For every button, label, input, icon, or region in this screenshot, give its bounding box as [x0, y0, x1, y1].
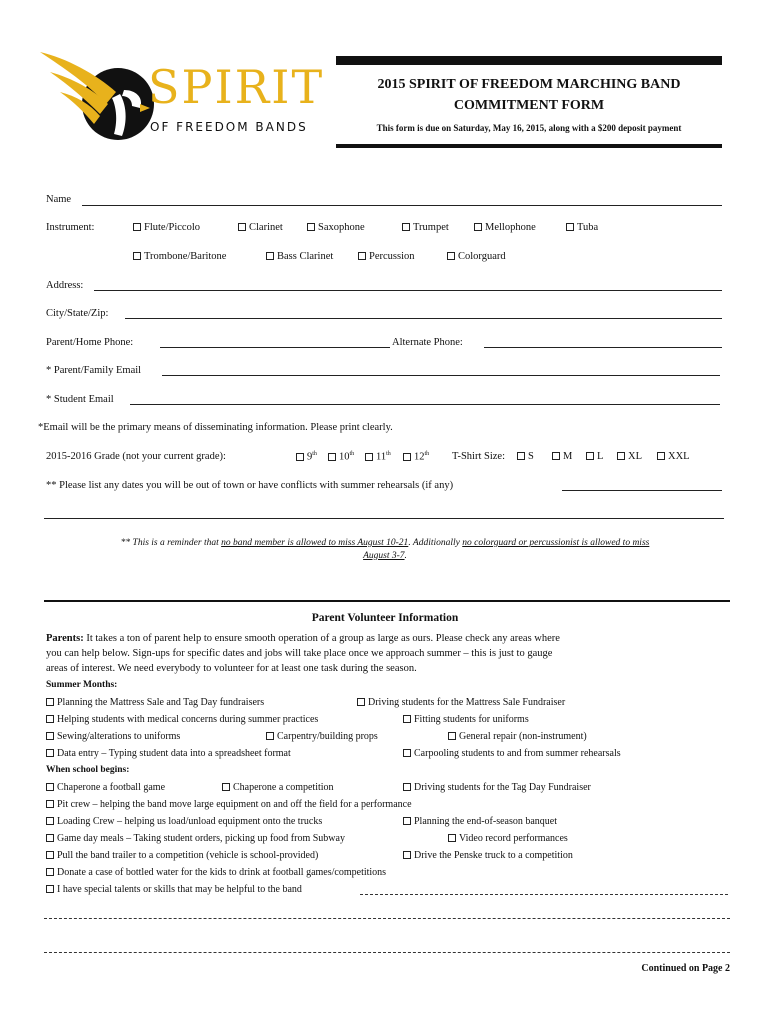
checkbox[interactable]: [46, 834, 54, 842]
checkbox[interactable]: [133, 223, 141, 231]
form-title-line1: 2015 SPIRIT OF FREEDOM MARCHING BAND: [377, 77, 681, 92]
checkbox[interactable]: [46, 868, 54, 876]
name-label: Name: [46, 194, 72, 205]
checkbox[interactable]: [403, 715, 411, 723]
volunteer-option[interactable]: Donate a case of bottled water for the kids to drink at football games/competitions: [46, 867, 386, 878]
checkbox[interactable]: [552, 452, 560, 460]
volunteer-option[interactable]: Chaperone a competition: [222, 782, 334, 793]
volunteer-option[interactable]: Pit crew – helping the band move large equipment on and off the field for a performance: [46, 799, 412, 810]
checkbox[interactable]: [448, 732, 456, 740]
volunteer-option[interactable]: Video record performances: [448, 833, 568, 844]
checkbox[interactable]: [307, 223, 315, 231]
shirt-option-s[interactable]: S: [517, 451, 534, 462]
volunteer-option[interactable]: Driving students for the Mattress Sale Fundraiser: [357, 697, 565, 708]
parent-phone-label: Parent/Home Phone:: [46, 337, 134, 348]
form-title-line2: COMMITMENT FORM: [453, 98, 605, 113]
continued-note: Continued on Page 2: [641, 963, 730, 974]
checkbox[interactable]: [238, 223, 246, 231]
checkbox[interactable]: [365, 453, 373, 461]
checkbox[interactable]: [448, 834, 456, 842]
grade-option-10[interactable]: 10th: [328, 451, 354, 463]
checkbox[interactable]: [46, 749, 54, 757]
shirt-label: T-Shirt Size:: [452, 451, 505, 462]
volunteer-option[interactable]: Game day meals – Taking student orders, picking up food from Subway: [46, 833, 345, 844]
volunteer-option[interactable]: Carpentry/building props: [266, 731, 378, 742]
instrument-option-saxophone[interactable]: Saxophone: [307, 222, 365, 233]
eagle-emblem-icon: [36, 44, 156, 144]
instrument-option-clarinet[interactable]: Clarinet: [238, 222, 283, 233]
city-field[interactable]: [125, 318, 722, 319]
volunteer-option[interactable]: Planning the Mattress Sale and Tag Day fundraisers: [46, 697, 264, 708]
checkbox[interactable]: [46, 698, 54, 706]
volunteer-option[interactable]: Sewing/alterations to uniforms: [46, 731, 180, 742]
volunteer-option[interactable]: Driving students for the Tag Day Fundraiser: [403, 782, 591, 793]
checkbox[interactable]: [403, 453, 411, 461]
volunteer-intro: Parents: It takes a ton of parent help to ensure smooth operation of a group as large as ours. Please check any areas where you can help below. Sign-ups for specific dates and jobs will take place once we approach summer – this is just to gauge areas of interest. We need everybody to volunteer for at least one task during the season.: [46, 633, 560, 674]
checkbox[interactable]: [46, 783, 54, 791]
alt-phone-field[interactable]: [484, 347, 722, 348]
city-label: City/State/Zip:: [46, 308, 109, 319]
conflicts-label: ** Please list any dates you will be out of town or have conflicts with summer rehearsals (if any): [46, 480, 454, 491]
school-heading: When school begins:: [46, 765, 130, 775]
parent-phone-field[interactable]: [160, 347, 390, 348]
checkbox[interactable]: [328, 453, 336, 461]
instrument-option-bass-clarinet[interactable]: Bass Clarinet: [266, 251, 333, 262]
instrument-option-flute[interactable]: Flute/Piccolo: [133, 222, 200, 233]
volunteer-heading: Parent Volunteer Information: [311, 612, 459, 624]
volunteer-option[interactable]: Loading Crew – helping us load/unload equipment onto the trucks: [46, 816, 322, 827]
checkbox[interactable]: [46, 885, 54, 893]
volunteer-option[interactable]: Planning the end-of-season banquet: [403, 816, 557, 827]
checkbox[interactable]: [657, 452, 665, 460]
special-skills-field-line2[interactable]: [44, 918, 730, 919]
volunteer-option[interactable]: Chaperone a football game: [46, 782, 165, 793]
checkbox[interactable]: [617, 452, 625, 460]
instrument-label: Instrument:: [46, 222, 95, 233]
checkbox[interactable]: [402, 223, 410, 231]
reminder-note: ** This is a reminder that no band member is allowed to miss August 10-21. Additionally no colorguard or percussionist is allowed to miss August 3-7.: [120, 538, 650, 561]
volunteer-option[interactable]: General repair (non-instrument): [448, 731, 587, 742]
checkbox[interactable]: [517, 452, 525, 460]
checkbox[interactable]: [222, 783, 230, 791]
checkbox[interactable]: [266, 252, 274, 260]
checkbox[interactable]: [403, 749, 411, 757]
volunteer-option[interactable]: Fitting students for uniforms: [403, 714, 529, 725]
section-divider: [44, 600, 730, 602]
volunteer-option[interactable]: Pull the band trailer to a competition (vehicle is school-provided): [46, 850, 318, 861]
grade-option-9[interactable]: 9th: [296, 451, 317, 463]
instrument-option-colorguard[interactable]: Colorguard: [447, 251, 506, 262]
email-note: *Email will be the primary means of disseminating information. Please print clearly.: [38, 422, 393, 433]
logo: [36, 44, 326, 144]
special-skills-field-line3[interactable]: [44, 952, 730, 953]
instrument-option-mellophone[interactable]: Mellophone: [474, 222, 536, 233]
alt-phone-label: Alternate Phone:: [392, 337, 463, 348]
checkbox[interactable]: [403, 817, 411, 825]
checkbox[interactable]: [474, 223, 482, 231]
logo-word: SPIRIT: [148, 60, 325, 114]
student-email-field[interactable]: [130, 404, 720, 405]
checkbox[interactable]: [46, 800, 54, 808]
checkbox[interactable]: [46, 817, 54, 825]
parent-email-label: * Parent/Family Email: [46, 365, 142, 376]
reminder-rule-2b: August 3-7: [363, 551, 405, 561]
address-field[interactable]: [94, 290, 722, 291]
checkbox[interactable]: [358, 252, 366, 260]
conflicts-field-line2[interactable]: [44, 518, 724, 519]
checkbox[interactable]: [46, 732, 54, 740]
shirt-option-l[interactable]: L: [586, 451, 603, 462]
checkbox[interactable]: [566, 223, 574, 231]
checkbox[interactable]: [403, 851, 411, 859]
shirt-option-m[interactable]: M: [552, 451, 572, 462]
checkbox[interactable]: [46, 715, 54, 723]
due-note: This form is due on Saturday, May 16, 2015, along with a $200 deposit payment: [376, 123, 682, 133]
checkbox[interactable]: [133, 252, 141, 260]
parent-email-field[interactable]: [162, 375, 720, 376]
logo-subtitle: OF FREEDOM BANDS: [150, 120, 308, 134]
checkbox[interactable]: [447, 252, 455, 260]
shirt-option-xxl[interactable]: XXL: [657, 451, 690, 462]
conflicts-field[interactable]: [562, 490, 722, 491]
title-box: [336, 56, 722, 148]
name-field[interactable]: [82, 205, 722, 206]
address-label: Address:: [46, 280, 84, 291]
grade-label: 2015-2016 Grade (not your current grade):: [46, 451, 226, 462]
checkbox[interactable]: [46, 851, 54, 859]
checkbox[interactable]: [403, 783, 411, 791]
instrument-option-trombone[interactable]: Trombone/Baritone: [133, 251, 226, 262]
shirt-option-xl[interactable]: XL: [617, 451, 642, 462]
checkbox[interactable]: [357, 698, 365, 706]
grade-option-11[interactable]: 11th: [365, 451, 391, 463]
reminder-rule-1: no band member is allowed to miss August 10-21: [221, 538, 409, 548]
volunteer-option[interactable]: Data entry – Typing student data into a spreadsheet format: [46, 748, 291, 759]
special-skills-field[interactable]: [360, 894, 728, 895]
checkbox[interactable]: [586, 452, 594, 460]
instrument-option-trumpet[interactable]: Trumpet: [402, 222, 449, 233]
volunteer-option[interactable]: Helping students with medical concerns during summer practices: [46, 714, 318, 725]
checkbox[interactable]: [266, 732, 274, 740]
volunteer-option[interactable]: I have special talents or skills that may be helpful to the band: [46, 884, 302, 895]
student-email-label: * Student Email: [46, 394, 114, 405]
volunteer-option[interactable]: Drive the Penske truck to a competition: [403, 850, 573, 861]
grade-option-12[interactable]: 12th: [403, 451, 429, 463]
instrument-option-tuba[interactable]: Tuba: [566, 222, 598, 233]
instrument-option-percussion[interactable]: Percussion: [358, 251, 415, 262]
checkbox[interactable]: [296, 453, 304, 461]
volunteer-option[interactable]: Carpooling students to and from summer rehearsals: [403, 748, 621, 759]
summer-heading: Summer Months:: [46, 680, 118, 690]
reminder-rule-2: no colorguard or percussionist is allowed to miss: [462, 538, 650, 548]
